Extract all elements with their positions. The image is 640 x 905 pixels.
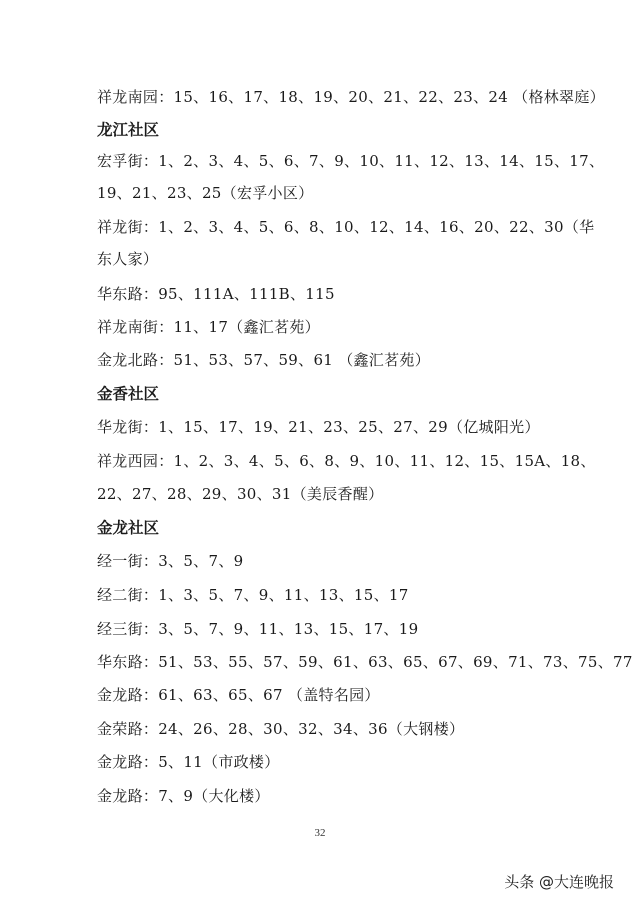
address-line: 祥龙南园：15、16、17、18、19、20、21、22、23、24 （格林翠庭） (97, 88, 605, 106)
section-heading-longjiang: 龙江社区 (97, 121, 160, 139)
address-line: 华东路：95、111A、111B、115 (97, 285, 335, 303)
address-line: 金龙路：5、11（市政楼） (97, 753, 280, 771)
address-line: 祥龙西园：1、2、3、4、5、6、8、9、10、11、12、15、15A、18、 (97, 452, 596, 470)
address-line: 经二街：1、3、5、7、9、11、13、15、17 (97, 586, 409, 604)
section-heading-jinxiang: 金香社区 (97, 385, 160, 403)
address-line: 经一街：3、5、7、9 (97, 552, 244, 570)
address-line: 东人家） (97, 250, 159, 268)
address-line: 金龙路：61、63、65、67 （盖特名园） (97, 686, 380, 704)
address-line: 19、21、23、25（宏孚小区） (97, 184, 314, 202)
section-heading-jinlong: 金龙社区 (97, 519, 160, 537)
address-line: 金龙北路：51、53、57、59、61 （鑫汇茗苑） (97, 351, 431, 369)
address-line: 金龙路：7、9（大化楼） (97, 787, 270, 805)
address-line: 祥龙街：1、2、3、4、5、6、8、10、12、14、16、20、22、30（华 (97, 218, 595, 236)
address-line: 祥龙南街：11、17（鑫汇茗苑） (97, 318, 320, 336)
page-number: 32 (314, 827, 326, 839)
watermark: 头条 @大连晚报 (504, 873, 614, 891)
address-line: 经三街：3、5、7、9、11、13、15、17、19 (97, 620, 419, 638)
address-line: 华东路：51、53、55、57、59、61、63、65、67、69、71、73、75、77 (97, 653, 633, 671)
address-line: 宏孚街：1、2、3、4、5、6、7、9、10、11、12、13、14、15、17、 (97, 152, 605, 170)
address-line: 金荣路：24、26、28、30、32、34、36（大钢楼） (97, 720, 465, 738)
address-line: 22、27、28、29、30、31（美辰香醒） (97, 485, 384, 503)
address-line: 华龙街：1、15、17、19、21、23、25、27、29（亿城阳光） (97, 418, 540, 436)
